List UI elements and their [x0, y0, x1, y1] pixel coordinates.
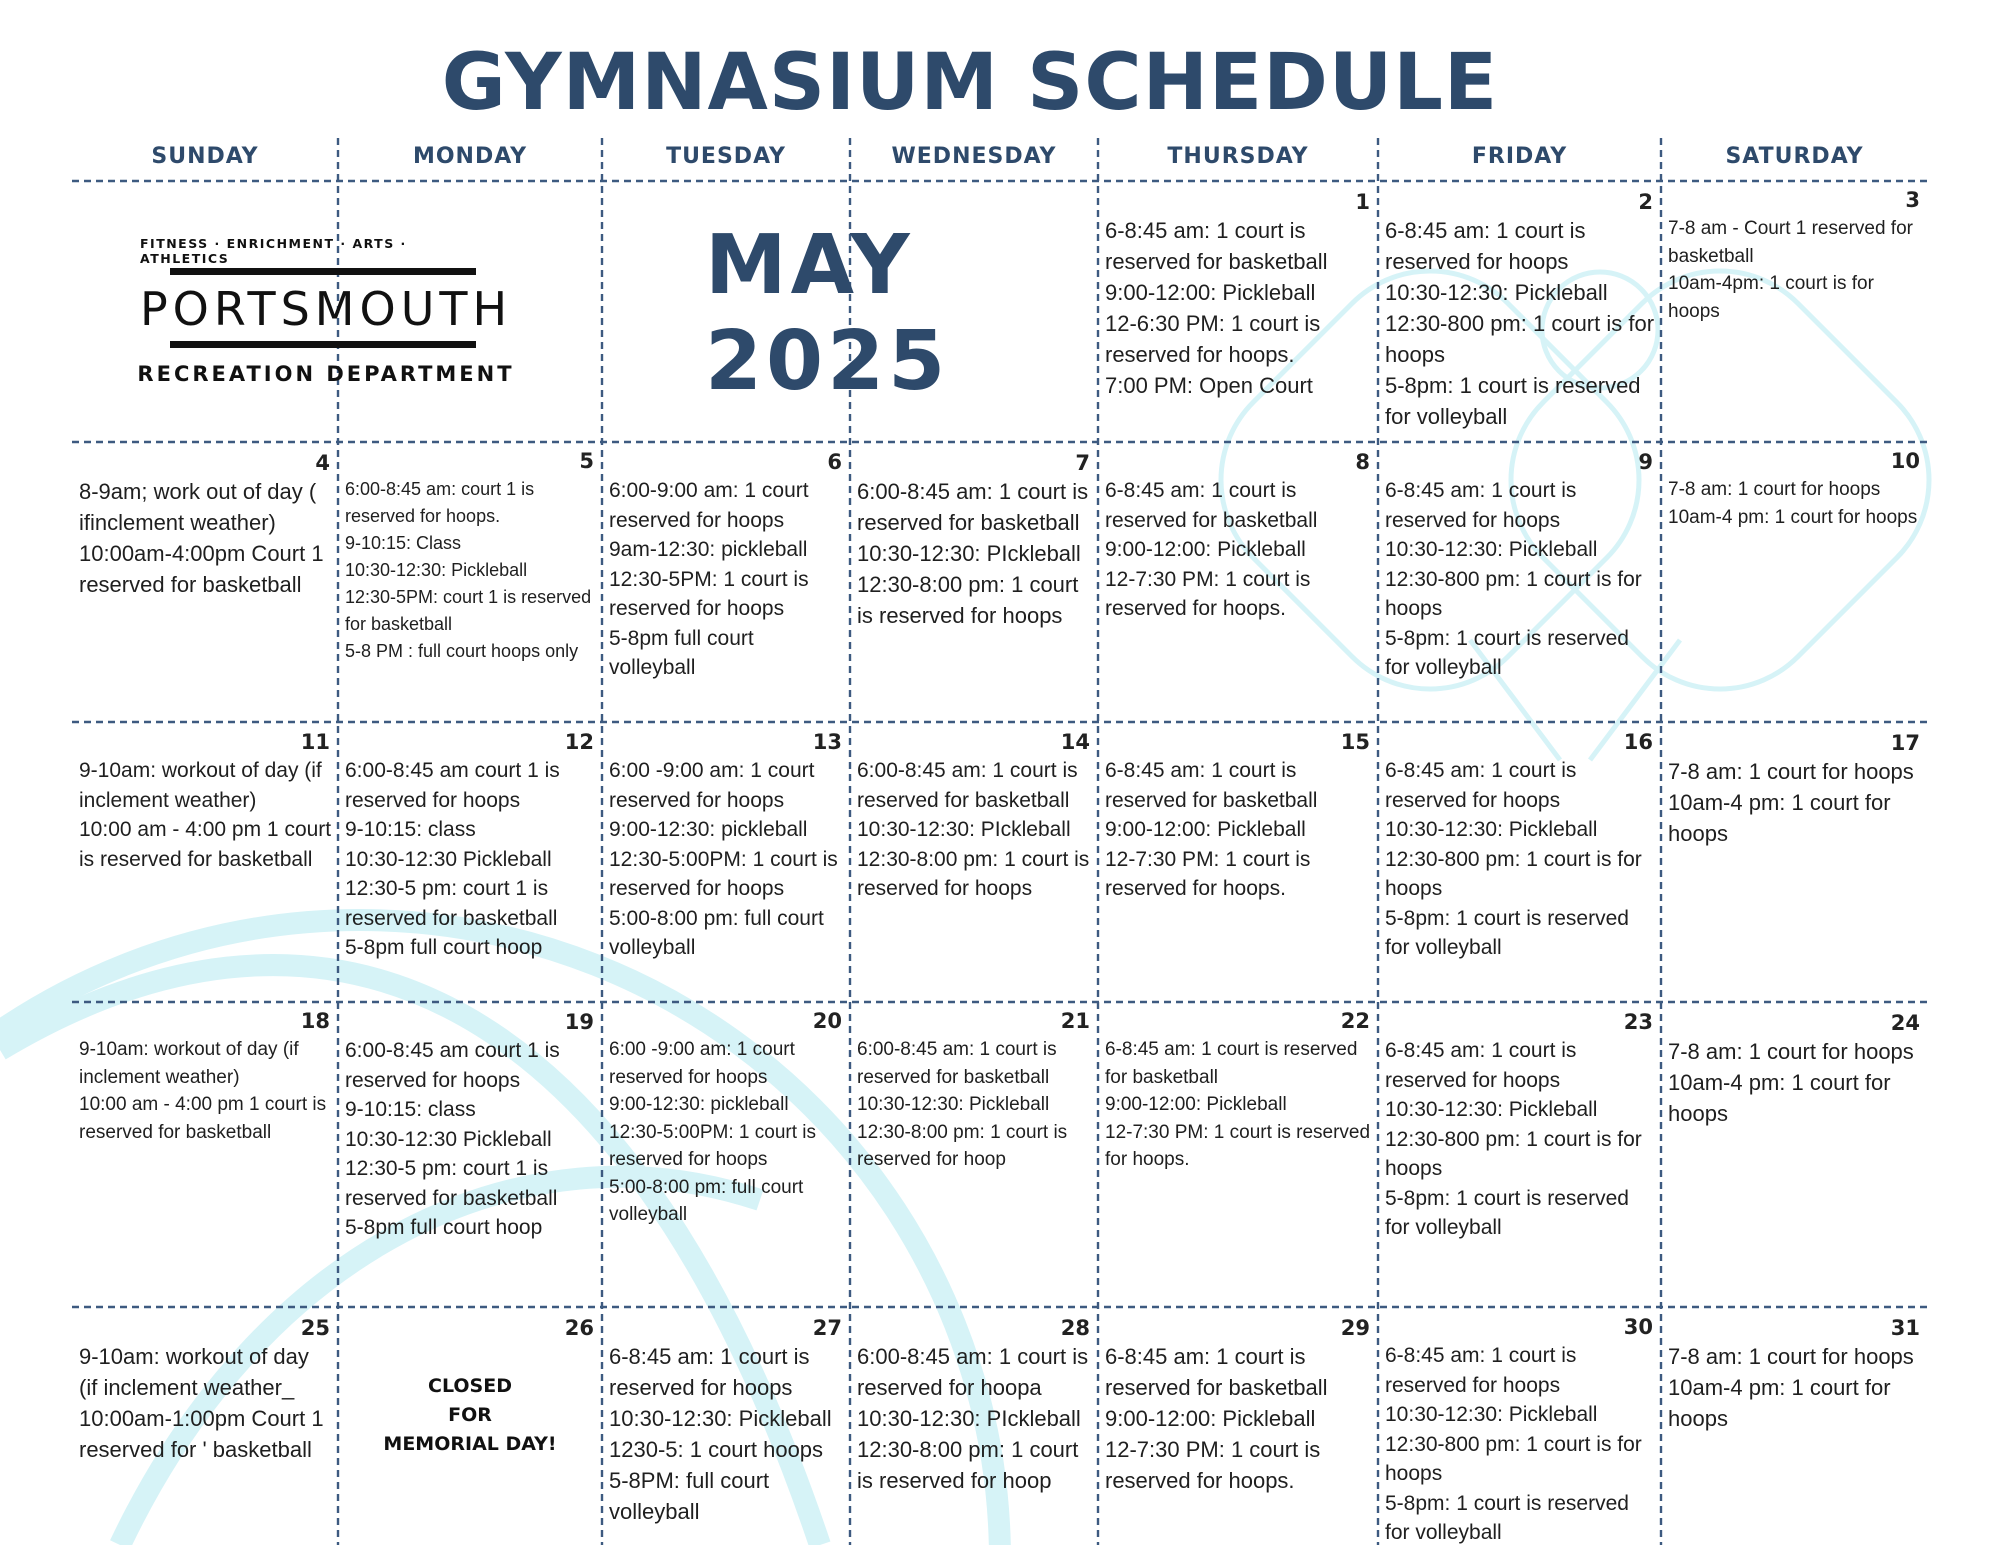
schedule-entries: [1668, 756, 1922, 849]
day-number: 29: [1340, 1316, 1370, 1340]
weekday-header-monday: MONDAY: [412, 144, 528, 169]
closed-notice-line: MEMORIAL DAY!: [383, 1433, 557, 1455]
closed-notice: [338, 1372, 602, 1459]
schedule-entry: 6:00-8:45 am court 1 is reserved for hoops: [345, 759, 560, 812]
schedule-entry: 10:30-12:30 Pickleball: [345, 847, 552, 871]
day-cell-31: [1661, 1307, 1928, 1545]
schedule-entries: [345, 476, 596, 665]
schedule-entry: 10:30-12:30: Pickleball: [1385, 1403, 1598, 1426]
day-number: 5: [579, 449, 594, 473]
schedule-entries: [857, 756, 1092, 904]
day-number: 22: [1340, 1009, 1370, 1033]
schedule-entries: [1385, 1341, 1655, 1548]
day-cell-21: [850, 1002, 1098, 1307]
day-cell-7: [850, 442, 1098, 722]
schedule-entry: 9:00-12:00: Pickleball: [1105, 280, 1316, 305]
day-cell-17: [1661, 722, 1928, 1002]
schedule-entries: [609, 756, 844, 963]
day-cell-16: [1378, 722, 1661, 1002]
schedule-entry: 5-8pm: 1 court is reserved for volleyball: [1385, 626, 1629, 679]
schedule-entries: [1668, 476, 1922, 531]
schedule-entry: 10:30-12:30: Pickleball: [857, 1094, 1050, 1115]
schedule-entry: 6-8:45 am: 1 court is reserved for basketball: [1105, 1344, 1328, 1400]
schedule-entry: 5-8pm full court hoop: [345, 1216, 543, 1239]
schedule-entry: 7-8 am: 1 court for hoops: [1668, 759, 1914, 784]
day-cell-2: [1378, 181, 1661, 442]
day-cell-5: [338, 442, 602, 722]
day-cell-10: [1661, 442, 1928, 722]
schedule-entry: 6:00-8:45 am: 1 court is reserved for hoopa: [857, 1344, 1089, 1400]
schedule-entry: 9:00-12:00: Pickleball: [1105, 1406, 1316, 1431]
schedule-entry: 9-10am: workout of day (if inclement weather): [79, 759, 322, 812]
day-cell-1: [1098, 181, 1378, 442]
day-number: 21: [1060, 1009, 1090, 1033]
day-number: 20: [812, 1009, 842, 1033]
schedule-entry: 10am-4 pm: 1 court for hoops: [1668, 506, 1918, 528]
schedule-entry: 12-7:30 PM: 1 court is reserved for hoops.: [1105, 1121, 1371, 1170]
day-number: 3: [1905, 188, 1920, 212]
schedule-entry: 12:30-8:00 pm: 1 court is reserved for hoops: [857, 847, 1090, 900]
schedule-entry: 9:00-12:30: pickleball: [609, 818, 808, 841]
month-name: MAY: [705, 218, 914, 313]
schedule-entry: 6-8:45 am: 1 court is reserved for basketball: [1105, 479, 1318, 532]
schedule-entry: 8-9am; work out of day ( ifinclement weather): [79, 479, 317, 535]
schedule-entries: [1105, 476, 1372, 624]
schedule-entry: 5-8pm full court hoop: [345, 936, 543, 959]
schedule-entry: 12:30-8:00 pm: 1 court is reserved for hoop: [857, 1437, 1079, 1493]
day-cell-12: [338, 722, 602, 1002]
schedule-entry: 12:30-5:00PM: 1 court is reserved for hoops: [609, 847, 838, 900]
schedule-entry: 5-8 PM : full court hoops only: [345, 641, 579, 661]
day-number: 31: [1890, 1316, 1920, 1340]
day-cell-25: [72, 1307, 338, 1545]
schedule-entry: 5-8pm full court volleyball: [609, 626, 754, 679]
schedule-entry: 10:30-12:30: PIckleball: [857, 818, 1071, 841]
schedule-entry: 12-7:30 PM: 1 court is reserved for hoops.: [1105, 1437, 1321, 1493]
weekday-header-tuesday: TUESDAY: [666, 144, 786, 169]
day-cell-8: [1098, 442, 1378, 722]
day-cell-20: [602, 1002, 850, 1307]
day-cell-28: [850, 1307, 1098, 1545]
day-number: 16: [1623, 730, 1653, 754]
day-number: 8: [1355, 450, 1370, 474]
schedule-entry: 12:30-5:00PM: 1 court is reserved for hoops: [609, 1121, 816, 1170]
day-cell-23: [1378, 1002, 1661, 1307]
schedule-entries: [1668, 1036, 1922, 1129]
schedule-entry: 5-8PM: full court volleyball: [609, 1468, 770, 1524]
day-number: 18: [300, 1009, 330, 1033]
schedule-entry: 12:30-800 pm: 1 court is for hoops: [1385, 567, 1642, 620]
schedule-entry: 6:00-8:45 am: 1 court is reserved for basketball: [857, 1039, 1057, 1088]
schedule-entry: 6-8:45 am: 1 court is reserved for hoops: [1385, 1344, 1577, 1397]
day-number: 17: [1890, 731, 1920, 755]
schedule-entry: 10:30-12:30: Pickleball: [1385, 818, 1598, 841]
schedule-entries: [345, 1036, 596, 1243]
logo-department: RECREATION DEPARTMENT: [137, 362, 515, 386]
day-number: 11: [300, 730, 330, 754]
schedule-entry: 1230-5: 1 court hoops: [609, 1437, 824, 1462]
schedule-entry: 7-8 am - Court 1 reserved for basketball: [1668, 218, 1913, 267]
schedule-entries: [1385, 1036, 1655, 1243]
schedule-entry: 10:30-12:30: Pickleball: [1385, 280, 1608, 305]
schedule-entry: 10:30-12:30: Pickleball: [1385, 538, 1598, 561]
schedule-entries: [609, 1341, 844, 1527]
schedule-entry: 7-8 am: 1 court for hoops: [1668, 1344, 1914, 1369]
day-cell-30: [1378, 1307, 1661, 1545]
day-number: 30: [1623, 1315, 1653, 1339]
schedule-entry: 9:00-12:00: Pickleball: [1105, 538, 1306, 561]
schedule-entry: 6:00-8:45 am: court 1 is reserved for hoops.: [345, 479, 535, 526]
day-cell-22: [1098, 1002, 1378, 1307]
day-number: 7: [1075, 451, 1090, 475]
weekday-header-friday: FRIDAY: [1471, 144, 1568, 169]
schedule-entry: 12:30-5PM: 1 court is reserved for hoops: [609, 567, 809, 620]
schedule-entries: [1105, 756, 1372, 904]
schedule-entry: 6-8:45 am: 1 court is reserved for hoops: [1385, 759, 1577, 812]
schedule-entry: 10:00am-1:00pm Court 1 reserved for ' basketball: [79, 1406, 324, 1462]
day-number: 15: [1340, 730, 1370, 754]
schedule-entry: 12:30-800 pm: 1 court is for hoops: [1385, 311, 1655, 367]
day-cell-6: [602, 442, 850, 722]
weekday-header-thursday: THURSDAY: [1167, 144, 1309, 169]
day-number: 13: [812, 730, 842, 754]
schedule-entries: [1105, 1036, 1372, 1174]
schedule-entries: [345, 756, 596, 963]
schedule-entry: 9-10am: workout of day (if inclement weather_: [79, 1344, 309, 1400]
schedule-entry: 6:00-8:45 am court 1 is reserved for hoops: [345, 1039, 560, 1092]
schedule-entry: 10:30-12:30: Pickleball: [345, 560, 528, 580]
schedule-entry: 5-8pm: 1 court is reserved for volleyball: [1385, 1186, 1629, 1239]
schedule-entry: 10:00am-4:00pm Court 1 reserved for basketball: [79, 541, 324, 597]
day-cell-27: [602, 1307, 850, 1545]
schedule-entry: 9am-12:30: pickleball: [609, 538, 808, 561]
schedule-entry: 10:30-12:30: PIckleball: [857, 541, 1081, 566]
schedule-entry: 5-8pm: 1 court is reserved for volleyball: [1385, 1491, 1629, 1544]
day-number: 6: [827, 450, 842, 474]
schedule-entry: 10:30-12:30: PIckleball: [857, 1406, 1081, 1431]
closed-notice-line: CLOSED: [428, 1375, 512, 1397]
schedule-entry: 6-8:45 am: 1 court is reserved for hoops: [609, 1344, 810, 1400]
schedule-entry: 9:00-12:00: Pickleball: [1105, 818, 1306, 841]
schedule-entry: 12:30-8:00 pm: 1 court is reserved for hoop: [857, 1121, 1068, 1170]
schedule-entry: 12:30-800 pm: 1 court is for hoops: [1385, 1432, 1642, 1485]
schedule-entry: 6:00-8:45 am: 1 court is reserved for basketball: [857, 759, 1078, 812]
closed-notice-line: FOR: [448, 1404, 492, 1426]
schedule-entry: 9-10:15: Class: [345, 533, 462, 553]
schedule-entry: 10:30-12:30: Pickleball: [609, 1406, 832, 1431]
schedule-entries: [79, 476, 332, 600]
schedule-entries: [79, 1036, 332, 1146]
schedule-entry: 12-7:30 PM: 1 court is reserved for hoops.: [1105, 847, 1311, 900]
schedule-entry: 10:00 am - 4:00 pm 1 court is reserved for basketball: [79, 818, 332, 871]
schedule-entry: 9:00-12:30: pickleball: [609, 1094, 789, 1115]
day-number: 25: [300, 1316, 330, 1340]
logo-name: PORTSMOUTH: [139, 282, 513, 336]
schedule-entry: 10am-4 pm: 1 court for hoops: [1668, 1070, 1891, 1126]
schedule-entry: 7:00 PM: Open Court: [1105, 373, 1313, 398]
day-number: 1: [1355, 190, 1370, 214]
schedule-entry: 6-8:45 am: 1 court is reserved for hoops: [1385, 218, 1586, 274]
schedule-entry: 9-10:15: class: [345, 818, 476, 841]
day-number: 2: [1638, 190, 1653, 214]
day-cell-15: [1098, 722, 1378, 1002]
schedule-entry: 6-8:45 am: 1 court is reserved for hoops: [1385, 1039, 1577, 1092]
day-cell-14: [850, 722, 1098, 1002]
day-cell-13: [602, 722, 850, 1002]
schedule-entries: [1385, 215, 1655, 432]
day-number: 14: [1060, 730, 1090, 754]
schedule-entry: 9:00-12:00: Pickleball: [1105, 1094, 1287, 1115]
logo-tagline: FITNESS · ENRICHMENT · ARTS · ATHLETICS: [140, 236, 407, 266]
schedule-entries: [1385, 476, 1655, 683]
schedule-entry: 10:30-12:30: Pickleball: [1385, 1098, 1598, 1121]
month-year-heading: [705, 218, 949, 410]
day-number: 27: [812, 1316, 842, 1340]
schedule-entry: 5-8pm: 1 court is reserved for volleyball: [1385, 373, 1641, 429]
schedule-entries: [1385, 756, 1655, 963]
schedule-entry: 6:00-9:00 am: 1 court reserved for hoops: [609, 479, 809, 532]
schedule-entry: 5:00-8:00 pm: full court volleyball: [609, 1176, 804, 1225]
day-number: 9: [1638, 450, 1653, 474]
schedule-entries: [1668, 1341, 1922, 1434]
schedule-entry: 5:00-8:00 pm: full court volleyball: [609, 906, 824, 959]
day-cell-4: [72, 442, 338, 722]
schedule-entry: 6:00-8:45 am: 1 court is reserved for basketball: [857, 479, 1089, 535]
day-number: 10: [1890, 449, 1920, 473]
schedule-entries: [79, 756, 332, 874]
schedule-entry: 5-8pm: 1 court is reserved for volleyball: [1385, 906, 1629, 959]
schedule-entry: 10am-4 pm: 1 court for hoops: [1668, 1375, 1891, 1431]
schedule-entry: 12:30-800 pm: 1 court is for hoops: [1385, 847, 1642, 900]
year: 2025: [705, 314, 950, 409]
schedule-entries: [1668, 215, 1922, 325]
schedule-entry: 10:30-12:30 Pickleball: [345, 1127, 552, 1151]
schedule-entries: [857, 1341, 1092, 1496]
logo-bottom-bar: [170, 341, 476, 348]
day-number: 23: [1623, 1010, 1653, 1034]
schedule-entry: 6:00 -9:00 am: 1 court reserved for hoops: [609, 1039, 795, 1088]
schedule-entry: 12:30-5 pm: court 1 is reserved for basketball: [345, 1157, 558, 1210]
schedule-entry: 10am-4pm: 1 court is for hoops: [1668, 273, 1874, 322]
schedule-entries: [1105, 1341, 1372, 1496]
schedule-entry: 6:00 -9:00 am: 1 court reserved for hoops: [609, 759, 815, 812]
weekday-header-sunday: SUNDAY: [151, 144, 259, 169]
weekday-header-wednesday: WEDNESDAY: [891, 144, 1057, 169]
day-cell-19: [338, 1002, 602, 1307]
schedule-entries: [857, 476, 1092, 631]
schedule-entry: 7-8 am: 1 court for hoops: [1668, 1039, 1914, 1064]
day-cell-24: [1661, 1002, 1928, 1307]
day-number: 28: [1060, 1316, 1090, 1340]
schedule-entry: 12:30-800 pm: 1 court is for hoops: [1385, 1127, 1642, 1180]
logo-top-bar: [170, 268, 476, 275]
day-cell-18: [72, 1002, 338, 1307]
day-number: 24: [1890, 1011, 1920, 1035]
day-cell-9: [1378, 442, 1661, 722]
schedule-entry: 6-8:45 am: 1 court is reserved for basketball: [1105, 1039, 1358, 1088]
schedule-entries: [609, 476, 844, 683]
schedule-entry: 6-8:45 am: 1 court is reserved for basketball: [1105, 218, 1328, 274]
schedule-entry: 12:30-8:00 pm: 1 court is reserved for hoops: [857, 572, 1079, 628]
schedule-entry: 7-8 am: 1 court for hoops: [1668, 479, 1881, 500]
schedule-entry: 12-6:30 PM: 1 court is reserved for hoops.: [1105, 311, 1321, 367]
weekday-header-saturday: SATURDAY: [1725, 144, 1864, 169]
schedule-entry: 9-10am: workout of day (if inclement weather): [79, 1039, 299, 1088]
schedule-entries: [857, 1036, 1092, 1174]
schedule-entries: [79, 1341, 332, 1465]
schedule-entries: [1105, 215, 1372, 401]
day-cell-3: [1661, 181, 1928, 442]
day-number: 12: [564, 730, 594, 754]
day-cell-29: [1098, 1307, 1378, 1545]
schedule-entry: 10:00 am - 4:00 pm 1 court is reserved for basketball: [79, 1094, 327, 1143]
schedule-entry: 12-7:30 PM: 1 court is reserved for hoops.: [1105, 567, 1311, 620]
day-number: 4: [315, 451, 330, 475]
schedule-entry: 10am-4 pm: 1 court for hoops: [1668, 790, 1891, 846]
schedule-entries: [609, 1036, 844, 1229]
schedule-entry: 12:30-5PM: court 1 is reserved for basketball: [345, 587, 592, 634]
day-number: 19: [564, 1010, 594, 1034]
schedule-entry: 9-10:15: class: [345, 1098, 476, 1121]
schedule-entry: 6-8:45 am: 1 court is reserved for basketball: [1105, 759, 1318, 812]
day-number: 26: [564, 1316, 594, 1340]
page-title: GYMNASIUM SCHEDULE: [441, 38, 1499, 128]
schedule-entry: 12:30-5 pm: court 1 is reserved for basketball: [345, 877, 558, 930]
schedule-entry: 6-8:45 am: 1 court is reserved for hoops: [1385, 479, 1577, 532]
day-cell-11: [72, 722, 338, 1002]
